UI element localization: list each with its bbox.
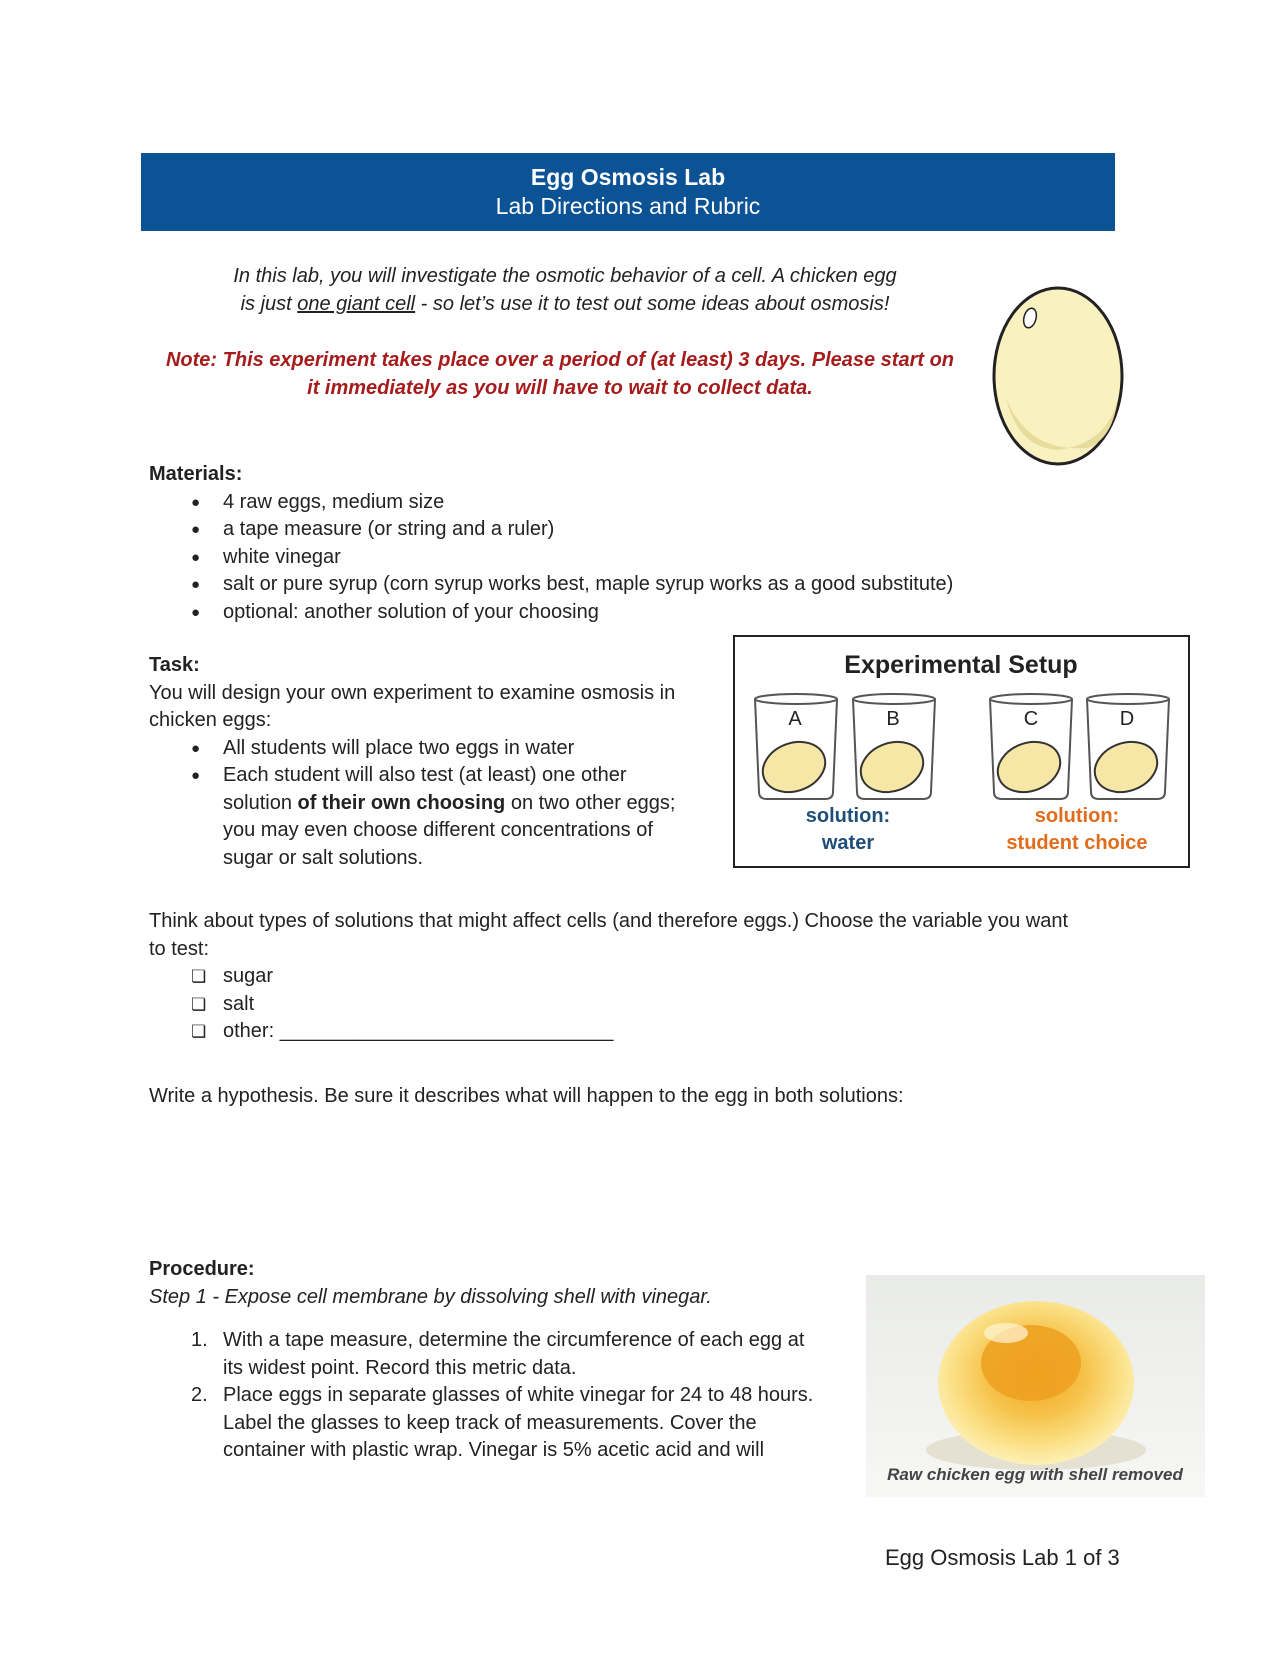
underlined-phrase: one giant cell xyxy=(297,293,416,315)
task-intro-line-1: You will design your own experiment to examine osmosis in xyxy=(149,681,676,704)
photo-caption: Raw chicken egg with shell removed xyxy=(887,1465,1183,1484)
materials-list xyxy=(149,489,1049,627)
note-text xyxy=(145,346,975,402)
checkbox-option[interactable]: ❏ salt xyxy=(149,991,1129,1019)
bold-phrase: of their own choosing xyxy=(297,791,506,814)
variable-prompt-line-1: Think about types of solutions that might affect cells (and therefore eggs.) Choose the variable you want xyxy=(149,910,1069,932)
checkbox-option[interactable]: ❏ other: ______________________________ xyxy=(149,1018,1129,1046)
intro-line-1: In this lab, you will investigate the osmotic behavior of a cell. A chicken egg xyxy=(233,265,897,287)
page-footer: Egg Osmosis Lab 1 of 3 xyxy=(885,1545,1120,1570)
materials-heading: Materials: xyxy=(149,463,243,485)
beaker-d xyxy=(1087,694,1169,800)
egg-illustration xyxy=(988,278,1128,468)
water-label-1: solution: xyxy=(805,805,891,827)
page-subtitle: Lab Directions and Rubric xyxy=(495,193,761,219)
task-intro-line-2: chicken eggs: xyxy=(149,709,272,731)
list-item: 2. Place eggs in separate glasses of white vinegar for 24 to 48 hours. Label the glasses to keep track of measurements. Cover the container with plastic wrap. Vinegar is 5% acetic acid and will xyxy=(191,1384,814,1461)
title-banner xyxy=(141,153,1115,231)
task-heading: Task: xyxy=(149,654,200,676)
beaker-label: C xyxy=(1023,708,1039,730)
list-item: ● white vinegar xyxy=(149,544,1049,572)
procedure-section xyxy=(149,1256,869,1465)
experimental-setup-figure xyxy=(733,635,1190,868)
list-item: ● 4 raw eggs, medium size xyxy=(149,489,1049,517)
materials-section xyxy=(149,461,1049,626)
intro-text xyxy=(160,262,970,318)
step-1-title: Step 1 - Expose cell membrane by dissolving shell with vinegar. xyxy=(149,1285,712,1308)
note-line-2: it immediately as you will have to wait to collect data. xyxy=(307,377,813,399)
choice-label-2: student choice xyxy=(1006,832,1148,854)
hypothesis-prompt: Write a hypothesis. Be sure it describes what will happen to the egg in both solutions: xyxy=(149,1085,904,1107)
procedure-list xyxy=(149,1327,869,1465)
variable-prompt-line-2: to test: xyxy=(149,937,210,960)
setup-title: Experimental Setup xyxy=(844,651,1078,679)
page-title: Egg Osmosis Lab xyxy=(530,164,726,190)
beaker-a xyxy=(755,694,837,800)
list-item: ● Each student will also test (at least) one other solution of their own choosing on two other eggs; you may even choose different concentrations of sugar or salt solutions. xyxy=(149,762,729,872)
task-list xyxy=(149,735,729,873)
list-item: ● optional: another solution of your choosing xyxy=(149,599,1049,627)
choice-label-1: solution: xyxy=(1034,805,1120,827)
beaker-c xyxy=(990,694,1072,800)
intro-line-2: is just one giant cell - so let’s use it to test out some ideas about osmosis! xyxy=(240,293,890,315)
beaker-label: A xyxy=(788,708,802,730)
list-item: ● a tape measure (or string and a ruler) xyxy=(149,516,1049,544)
variable-checklist xyxy=(149,963,1129,1046)
note-line-1: Note: This experiment takes place over a period of (at least) 3 days. Please start on xyxy=(165,349,955,371)
water-label-2: water xyxy=(821,832,875,854)
task-section xyxy=(149,652,729,872)
beaker-label: D xyxy=(1119,708,1135,730)
beaker-b xyxy=(853,694,935,800)
list-item: 1. With a tape measure, determine the circumference of each egg at its widest point. Record this metric data. xyxy=(191,1329,805,1379)
beaker-label: B xyxy=(886,708,900,730)
shellless-egg-photo xyxy=(866,1275,1205,1497)
variable-section xyxy=(149,908,1129,1046)
list-item: ● salt or pure syrup (corn syrup works best, maple syrup works as a good substitute) xyxy=(149,571,1049,599)
setup-diagram xyxy=(735,637,1188,866)
checkbox-option[interactable]: ❏ sugar xyxy=(149,963,1129,991)
list-item: ● All students will place two eggs in water xyxy=(149,735,729,763)
procedure-heading: Procedure: xyxy=(149,1258,255,1280)
